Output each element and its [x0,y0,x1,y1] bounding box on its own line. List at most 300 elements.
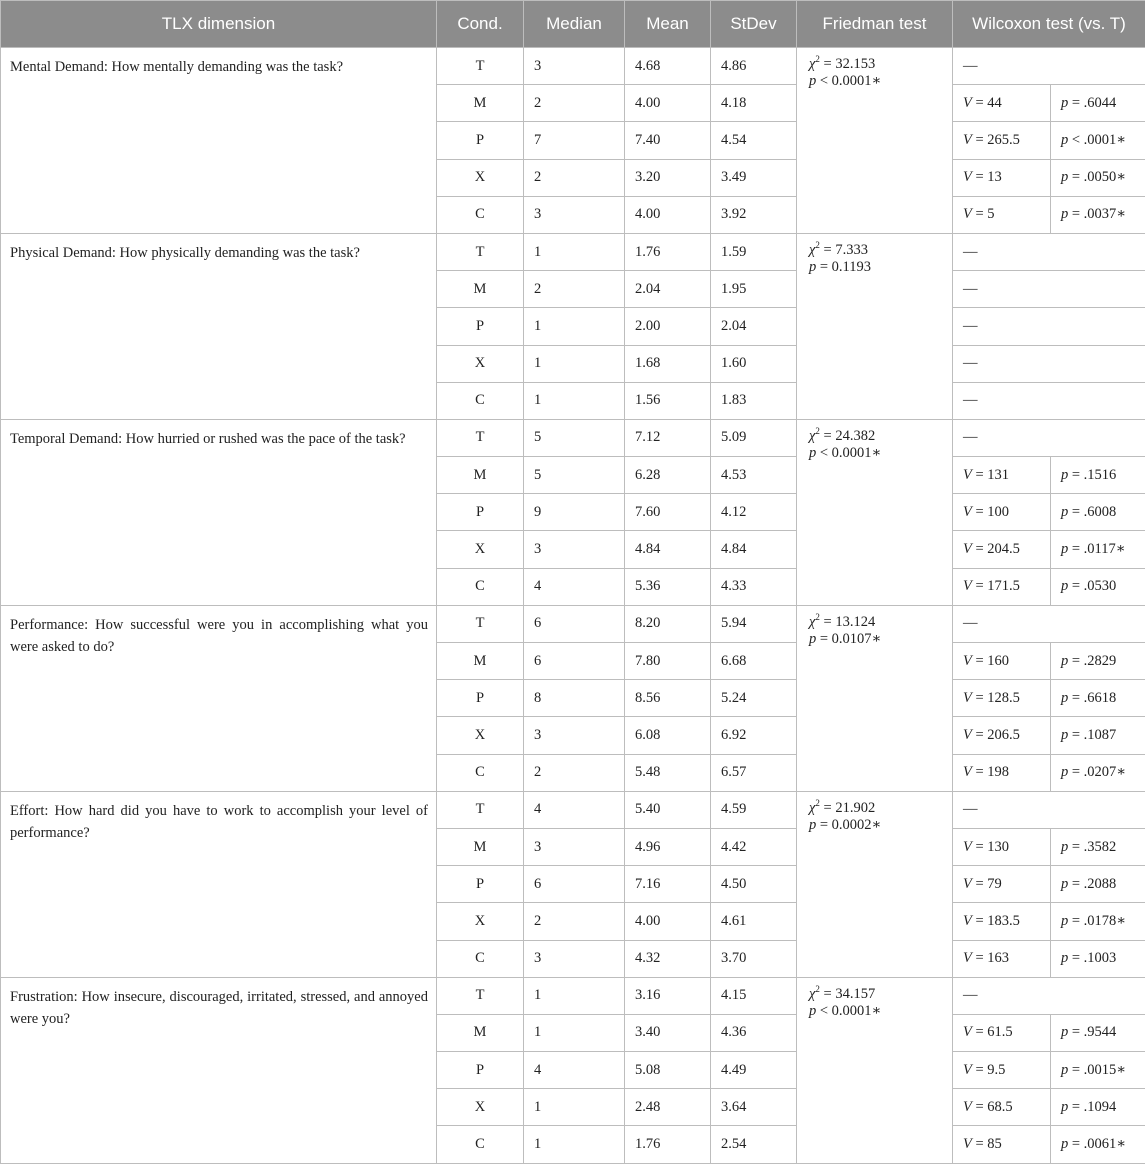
v-symbol: V [963,206,972,223]
v-symbol: V [963,578,972,595]
p-symbol: p [809,1002,817,1019]
stdev-cell: 4.59 [711,791,797,828]
v-symbol: V [963,1098,972,1115]
wilcoxon-v-value: = 265.5 [975,131,1020,148]
wilcoxon-p-cell [1051,494,1145,531]
median-cell: 4 [524,791,625,828]
wilcoxon-p-value: = .1003 [1071,950,1117,967]
cond-cell: C [437,196,524,233]
tlx-dimension-cell: Temporal Demand: How hurried or rushed was the pace of the task? [1,419,437,605]
friedman-chi2-line [809,56,952,73]
table-row [1,977,1145,1014]
wilcoxon-v-cell [953,828,1051,865]
stdev-cell: 3.49 [711,159,797,196]
wilcoxon-v-cell [953,866,1051,903]
friedman-chi2-value: = 32.153 [823,56,876,72]
chi-exponent: 2 [815,54,820,65]
p-symbol: p [1061,1024,1069,1041]
cond-cell: X [437,903,524,940]
wilcoxon-p-cell [1051,85,1145,122]
median-cell: 1 [524,977,625,1014]
mean-cell: 7.16 [625,866,711,903]
friedman-p-value: < 0.0001∗ [819,73,882,89]
v-symbol: V [963,875,972,892]
wilcoxon-v-cell [953,122,1051,159]
wilcoxon-p-value: = .2829 [1071,652,1117,669]
cond-cell: T [437,48,524,85]
wilcoxon-p-value: = .6618 [1071,689,1117,706]
friedman-chi2-line [809,983,952,1003]
wilcoxon-v-cell [953,85,1051,122]
wilcoxon-v-value: = 163 [975,950,1010,967]
wilcoxon-v-value: = 206.5 [975,726,1020,743]
chi-symbol: χ [809,241,816,258]
median-cell: 2 [524,159,625,196]
median-cell: 7 [524,122,625,159]
stdev-cell: 3.64 [711,1089,797,1126]
median-cell: 1 [524,308,625,345]
wilcoxon-p-value: = .1516 [1071,466,1117,483]
wilcoxon-dash-cell: — [953,791,1145,828]
chi-exponent: 2 [815,797,820,808]
v-symbol: V [963,1061,972,1078]
mean-cell: 4.32 [625,940,711,977]
median-cell: 3 [524,196,625,233]
chi-symbol: χ [809,613,816,630]
wilcoxon-p-value: = .3582 [1071,838,1117,855]
stdev-cell: 4.12 [711,494,797,531]
friedman-cell [797,48,953,234]
wilcoxon-p-value: = .0015∗ [1071,1061,1127,1078]
wilcoxon-v-value: = 183.5 [975,912,1020,929]
p-symbol: p [1061,131,1069,148]
mean-cell: 6.28 [625,457,711,494]
friedman-p-value: < 0.0001∗ [819,444,882,461]
p-symbol: p [1061,466,1069,483]
cond-cell: T [437,233,524,270]
stdev-cell: 5.09 [711,419,797,456]
friedman-p-line [809,817,952,834]
mean-cell: 5.48 [625,754,711,791]
cond-cell: C [437,754,524,791]
median-cell: 1 [524,382,625,419]
table-row [1,605,1145,642]
friedman-chi2-value: = 24.382 [823,427,876,444]
stdev-cell: 4.36 [711,1014,797,1051]
wilcoxon-p-cell [1051,122,1145,159]
median-cell: 2 [524,271,625,308]
stdev-cell: 4.86 [711,48,797,85]
wilcoxon-p-value: = .6044 [1071,94,1117,111]
mean-cell: 7.12 [625,419,711,456]
stdev-cell: 1.60 [711,345,797,382]
cond-cell: M [437,828,524,865]
p-symbol: p [1061,875,1069,892]
wilcoxon-v-value: = 204.5 [975,541,1020,558]
median-cell: 3 [524,531,625,568]
p-symbol: p [809,73,817,89]
wilcoxon-v-cell [953,196,1051,233]
p-symbol: p [1061,1061,1069,1078]
mean-cell: 5.08 [625,1052,711,1089]
median-cell: 3 [524,717,625,754]
cond-cell: T [437,791,524,828]
cond-cell: P [437,680,524,717]
tlx-dimension-cell: Physical Demand: How physically demanding was the task? [1,233,437,419]
p-symbol: p [809,258,817,275]
wilcoxon-v-cell [953,717,1051,754]
cond-cell: T [437,977,524,1014]
friedman-cell [797,233,953,419]
stdev-cell: 6.92 [711,717,797,754]
table-row [1,48,1145,85]
wilcoxon-dash-cell: — [953,48,1145,85]
cond-cell: P [437,494,524,531]
wilcoxon-v-value: = 13 [975,169,1002,186]
wilcoxon-v-cell [953,1126,1051,1163]
wilcoxon-p-value: = .0207∗ [1071,764,1127,781]
wilcoxon-v-cell [953,1014,1051,1051]
median-cell: 6 [524,643,625,680]
cond-cell: P [437,1052,524,1089]
median-cell: 1 [524,1089,625,1126]
mean-cell: 2.00 [625,308,711,345]
mean-cell: 3.40 [625,1014,711,1051]
wilcoxon-p-value: = .0061∗ [1071,1136,1127,1153]
wilcoxon-p-value: = .2088 [1071,875,1117,892]
v-symbol: V [963,1136,972,1153]
header-median: Median [524,1,625,48]
wilcoxon-p-value: = .1094 [1071,1098,1117,1115]
mean-cell: 3.20 [625,159,711,196]
wilcoxon-dash-cell: — [953,419,1145,456]
mean-cell: 2.04 [625,271,711,308]
p-symbol: p [809,630,817,647]
mean-cell: 5.40 [625,791,711,828]
wilcoxon-dash-cell: — [953,308,1145,345]
wilcoxon-dash-cell: — [953,382,1145,419]
cond-cell: C [437,940,524,977]
cond-cell: C [437,382,524,419]
cond-cell: C [437,568,524,605]
v-symbol: V [963,94,972,111]
v-symbol: V [963,726,972,743]
stdev-cell: 4.33 [711,568,797,605]
friedman-p-line [809,631,952,648]
cond-cell: M [437,643,524,680]
tlx-dimension-cell: Effort: How hard did you have to work to accomplish your level of performance? [1,791,437,977]
cond-cell: X [437,531,524,568]
p-symbol: p [809,444,817,461]
wilcoxon-v-value: = 160 [975,652,1010,669]
v-symbol: V [963,838,972,855]
median-cell: 2 [524,754,625,791]
mean-cell: 4.96 [625,828,711,865]
wilcoxon-p-cell [1051,457,1145,494]
wilcoxon-v-cell [953,754,1051,791]
mean-cell: 4.68 [625,48,711,85]
friedman-p-value: < 0.0001∗ [819,1002,882,1019]
v-symbol: V [963,169,972,186]
tlx-dimension-cell: Frustration: How insecure, discouraged, irritated, stressed, and annoyed were you? [1,977,437,1163]
stdev-cell: 4.42 [711,828,797,865]
stdev-cell: 2.04 [711,308,797,345]
cond-cell: X [437,159,524,196]
median-cell: 3 [524,48,625,85]
cond-cell: C [437,1126,524,1163]
wilcoxon-p-value: = .9544 [1071,1024,1117,1041]
v-symbol: V [963,764,972,781]
v-symbol: V [963,689,972,706]
stdev-cell: 3.92 [711,196,797,233]
mean-cell: 1.76 [625,1126,711,1163]
friedman-cell [797,791,953,977]
wilcoxon-v-cell [953,568,1051,605]
cond-cell: P [437,308,524,345]
wilcoxon-dash-cell: — [953,345,1145,382]
wilcoxon-p-value: < .0001∗ [1071,131,1127,148]
friedman-cell [797,419,953,605]
wilcoxon-p-cell [1051,531,1145,568]
friedman-chi2-value: = 13.124 [823,613,876,630]
cond-cell: T [437,419,524,456]
wilcoxon-p-value: = .0050∗ [1071,169,1127,186]
p-symbol: p [1061,912,1069,929]
table-body [1,48,1145,1164]
friedman-chi2-value: = 21.902 [823,799,876,816]
median-cell: 9 [524,494,625,531]
mean-cell: 7.60 [625,494,711,531]
stdev-cell: 1.83 [711,382,797,419]
friedman-cell [797,605,953,791]
wilcoxon-p-cell [1051,866,1145,903]
wilcoxon-v-value: = 130 [975,838,1010,855]
median-cell: 6 [524,605,625,642]
wilcoxon-p-cell [1051,159,1145,196]
header-mean: Mean [625,1,711,48]
wilcoxon-v-value: = 85 [975,1136,1002,1153]
wilcoxon-p-cell [1051,754,1145,791]
tlx-dimension-cell: Mental Demand: How mentally demanding was the task? [1,48,437,234]
friedman-chi2-value: = 34.157 [823,985,876,1002]
wilcoxon-v-cell [953,494,1051,531]
wilcoxon-p-cell [1051,1052,1145,1089]
p-symbol: p [1061,689,1069,706]
wilcoxon-p-cell [1051,568,1145,605]
header-row [1,1,1145,48]
median-cell: 5 [524,419,625,456]
v-symbol: V [963,541,972,558]
friedman-p-line [809,1003,952,1020]
wilcoxon-v-value: = 100 [975,503,1010,520]
mean-cell: 6.08 [625,717,711,754]
p-symbol: p [809,816,817,833]
cond-cell: T [437,605,524,642]
mean-cell: 3.16 [625,977,711,1014]
median-cell: 3 [524,940,625,977]
friedman-chi2-line [809,428,952,445]
wilcoxon-p-cell [1051,717,1145,754]
wilcoxon-v-cell [953,159,1051,196]
mean-cell: 7.40 [625,122,711,159]
cond-cell: M [437,85,524,122]
wilcoxon-v-cell [953,1052,1051,1089]
v-symbol: V [963,503,972,520]
p-symbol: p [1061,726,1069,743]
wilcoxon-v-value: = 171.5 [975,578,1020,595]
median-cell: 1 [524,345,625,382]
stdev-cell: 4.54 [711,122,797,159]
friedman-chi2-value: = 7.333 [823,241,868,258]
mean-cell: 4.00 [625,85,711,122]
table-row [1,791,1145,828]
chi-symbol: χ [809,427,816,444]
chi-symbol: χ [809,799,816,816]
friedman-chi2-line [809,242,952,259]
wilcoxon-p-cell [1051,903,1145,940]
cond-cell: P [437,866,524,903]
median-cell: 5 [524,457,625,494]
v-symbol: V [963,131,972,148]
stdev-cell: 4.15 [711,977,797,1014]
chi-exponent: 2 [815,240,820,251]
mean-cell: 4.00 [625,196,711,233]
wilcoxon-v-cell [953,643,1051,680]
wilcoxon-v-value: = 5 [975,206,995,223]
mean-cell: 7.80 [625,643,711,680]
wilcoxon-p-cell [1051,828,1145,865]
stdev-cell: 5.94 [711,605,797,642]
wilcoxon-p-value: = .0530 [1071,578,1117,595]
p-symbol: p [1061,206,1069,223]
stdev-cell: 1.59 [711,233,797,270]
wilcoxon-p-value: = .0178∗ [1071,912,1127,929]
friedman-chi2-line [809,611,952,631]
friedman-p-line [809,73,952,90]
header-cond: Cond. [437,1,524,48]
median-cell: 4 [524,568,625,605]
wilcoxon-v-cell [953,1089,1051,1126]
stdev-cell: 1.95 [711,271,797,308]
stdev-cell: 4.84 [711,531,797,568]
median-cell: 1 [524,233,625,270]
v-symbol: V [963,1024,972,1041]
table-row [1,419,1145,456]
mean-cell: 1.56 [625,382,711,419]
wilcoxon-v-value: = 61.5 [975,1024,1013,1041]
v-symbol: V [963,652,972,669]
mean-cell: 1.68 [625,345,711,382]
header-stdev: StDev [711,1,797,48]
cond-cell: M [437,457,524,494]
wilcoxon-v-cell [953,457,1051,494]
mean-cell: 5.36 [625,568,711,605]
wilcoxon-v-value: = 131 [975,466,1010,483]
median-cell: 1 [524,1014,625,1051]
stdev-cell: 4.49 [711,1052,797,1089]
wilcoxon-v-cell [953,680,1051,717]
mean-cell: 8.20 [625,605,711,642]
wilcoxon-dash-cell: — [953,233,1145,270]
p-symbol: p [1061,541,1069,558]
p-symbol: p [1061,1136,1069,1153]
tlx-dimension-cell: Performance: How successful were you in accomplishing what you were asked to do? [1,605,437,791]
mean-cell: 4.84 [625,531,711,568]
wilcoxon-p-cell [1051,680,1145,717]
stdev-cell: 4.50 [711,866,797,903]
stdev-cell: 5.24 [711,680,797,717]
mean-cell: 8.56 [625,680,711,717]
wilcoxon-v-value: = 44 [975,94,1002,111]
wilcoxon-dash-cell: — [953,605,1145,642]
wilcoxon-p-cell [1051,1014,1145,1051]
wilcoxon-p-value: = .0117∗ [1071,541,1126,558]
median-cell: 1 [524,1126,625,1163]
friedman-p-value: = 0.0002∗ [819,816,882,833]
friedman-p-line [809,259,952,276]
wilcoxon-v-value: = 128.5 [975,689,1020,706]
p-symbol: p [1061,950,1069,967]
wilcoxon-dash-cell: — [953,977,1145,1014]
p-symbol: p [1061,503,1069,520]
friedman-chi2-line [809,797,952,817]
cond-cell: P [437,122,524,159]
stdev-cell: 2.54 [711,1126,797,1163]
stdev-cell: 6.57 [711,754,797,791]
p-symbol: p [1061,94,1069,111]
wilcoxon-p-value: = .6008 [1071,503,1117,520]
wilcoxon-p-cell [1051,643,1145,680]
median-cell: 8 [524,680,625,717]
wilcoxon-p-value: = .1087 [1071,726,1117,743]
stdev-cell: 4.18 [711,85,797,122]
mean-cell: 2.48 [625,1089,711,1126]
chi-exponent: 2 [815,426,820,437]
wilcoxon-p-cell [1051,940,1145,977]
p-symbol: p [1061,838,1069,855]
v-symbol: V [963,912,972,929]
wilcoxon-v-cell [953,940,1051,977]
p-symbol: p [1061,1098,1069,1115]
cond-cell: M [437,1014,524,1051]
mean-cell: 1.76 [625,233,711,270]
chi-exponent: 2 [815,611,820,622]
wilcoxon-v-cell [953,531,1051,568]
header-friedman: Friedman test [797,1,953,48]
wilcoxon-p-cell [1051,1126,1145,1163]
friedman-cell [797,977,953,1163]
median-cell: 3 [524,828,625,865]
cond-cell: M [437,271,524,308]
p-symbol: p [1061,764,1069,781]
v-symbol: V [963,950,972,967]
chi-exponent: 2 [815,983,820,994]
wilcoxon-dash-cell: — [953,271,1145,308]
median-cell: 6 [524,866,625,903]
median-cell: 4 [524,1052,625,1089]
stdev-cell: 3.70 [711,940,797,977]
wilcoxon-v-value: = 198 [975,764,1010,781]
wilcoxon-v-value: = 79 [975,875,1002,892]
p-symbol: p [1061,169,1069,186]
wilcoxon-p-cell [1051,196,1145,233]
p-symbol: p [1061,652,1069,669]
wilcoxon-p-cell [1051,1089,1145,1126]
stdev-cell: 4.53 [711,457,797,494]
cond-cell: X [437,345,524,382]
chi-symbol: χ [809,985,816,1002]
friedman-p-value: = 0.0107∗ [819,630,882,647]
